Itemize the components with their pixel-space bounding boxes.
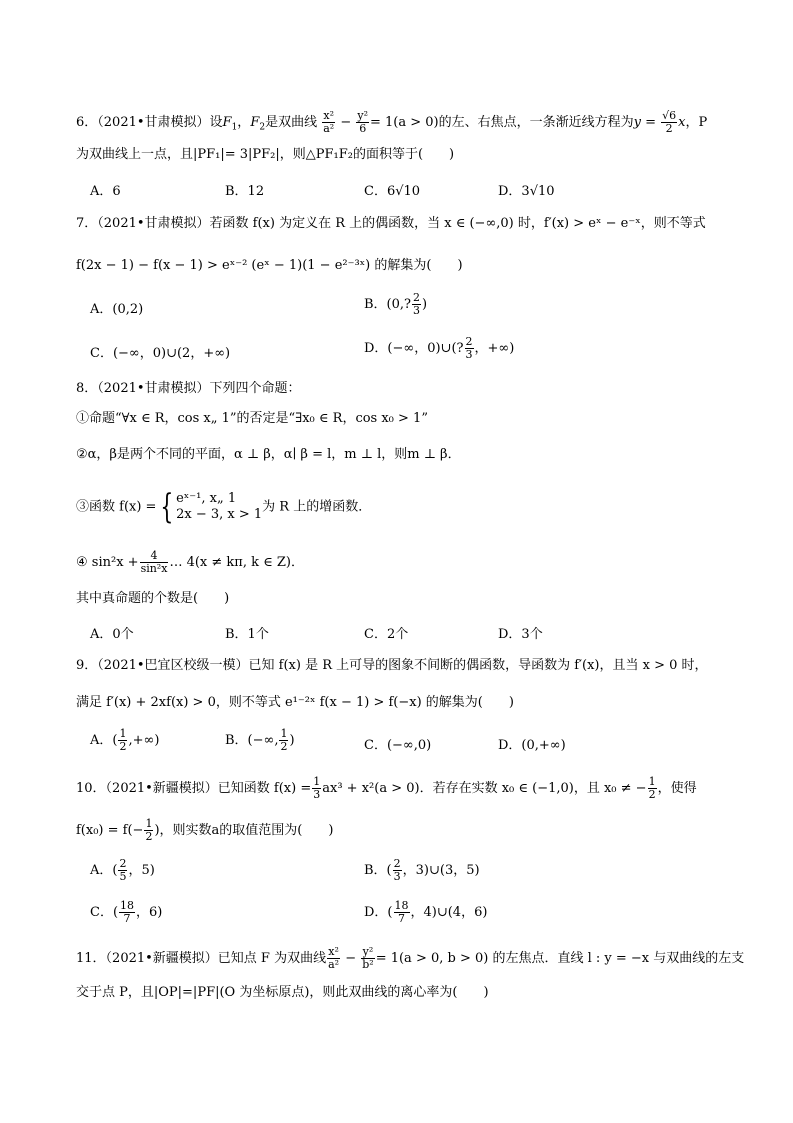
q11-stem-line2: 交于点 P，且|OP|=|PF|(O 为坐标原点)，则此双曲线的离心率为( ) [76, 985, 489, 1000]
q6-option-b: B．12 [225, 184, 265, 199]
q8-question: 其中真命题的个数是( ) [76, 591, 230, 606]
q10-option-c: C．( $\frac{18}{7}$ ，6) [90, 899, 163, 925]
q6-minus: − [336, 115, 356, 130]
q6-f2-text: 是双曲线 [265, 115, 318, 130]
q6-stem-line1: 6．（2021•甘肃模拟）设$F_1$，$F_2$是双曲线 $\frac{\text{x²}}{\text{a²}}$ − $\frac{\text{y²}}{6}$ = 1(a > 0)的左、右焦点，一条渐近线方程为y = $\frac{√6}{2}$ x，P [76, 109, 708, 135]
q6-frac2: $\frac{\text{y²}}{6}$ [357, 109, 368, 135]
q8-item3: ③函数 f(x) = { eˣ⁻¹, x„ 1 2x − 3, x > 1 为 R 上的增函数． [76, 487, 372, 527]
q7-option-b: B．(0,? $\frac{2}{3}$ ) [364, 291, 428, 317]
q6-prefix: 6．（2021•甘肃模拟）设 [76, 115, 223, 130]
q6-option-d: D．3√10 [498, 184, 555, 199]
q6-stem-end: ，P [685, 115, 708, 130]
q6-sep: ， [237, 115, 251, 130]
q8-item2: ②α，β是两个不同的平面，α ⊥ β，α∣ β = l，m ⊥ l，则m ⊥ β． [76, 447, 461, 462]
q6-option-a: A．6 [90, 184, 121, 199]
q10-stem-line1: 10．（2021•新疆模拟）已知函数 f(x) = $\frac{1}{3}$ ax³ + x²(a > 0)．若存在实数 x₀ ∈ (−1,0)，且 x₀ ≠ − $\frac{1}{2}$ ，使得 [76, 775, 697, 801]
q8-item4: ④ sin²x + $\frac{4}{\text{sin²x}}$ … 4(x ≠ kπ, k ∈ Z)． [76, 549, 304, 575]
q9-stem-line1: 9．（2021•巴宜区校级一模）已知 f(x) 是 R 上可导的图象不间断的偶函数，导函数为 f′(x)，且当 x > 0 时， [76, 658, 708, 673]
q7-option-d: D．(−∞，0)∪(? $\frac{2}{3}$ ，+∞) [364, 335, 515, 361]
q6-stem-line2: 为双曲线上一点，且|PF₁|= 3|PF₂|，则△PF₁F₂的面积等于( ) [76, 147, 455, 162]
q7-option-c: C．(−∞，0)∪(2，+∞) [90, 346, 231, 361]
q8-option-d: D．3个 [498, 627, 543, 642]
q6-frac3: $\frac{√6}{2}$ [662, 109, 677, 135]
q9-option-d: D．(0,+∞) [498, 738, 566, 753]
q10-stem-line2: f(x₀) = f(− $\frac{1}{2}$ )，则实数a的取值范围为( ) [76, 817, 334, 843]
q9-option-b: B．(−∞, $\frac{1}{2}$ ) [225, 727, 295, 753]
q9-option-a: A．( $\frac{1}{2}$ ,+∞) [90, 727, 160, 753]
q8-item1: ①命题“∀x ∈ R，cos x„ 1”的否定是“∃x₀ ∈ R，cos x₀ > 1” [76, 411, 428, 426]
q8-stem: 8．（2021•甘肃模拟）下列四个命题： [76, 381, 301, 396]
q7-stem-line2: f(2x − 1) − f(x − 1) > eˣ⁻² (eˣ − 1)(1 − e²⁻³ˣ) 的解集为( ) [76, 258, 463, 273]
q9-option-c: C．(−∞,0) [364, 738, 432, 753]
q8-option-c: C．2个 [364, 627, 409, 642]
q6-frac1: $\frac{\text{x²}}{\text{a²}}$ [323, 109, 335, 135]
q11-stem-line1: 11．（2021•新疆模拟）已知点 F 为双曲线 $\frac{\text{x²}}{\text{a²}}$ − $\frac{\text{y²}}{\text{b²}}$ = 1(a > 0, b > 0) 的左焦点．直线 l : y = −x 与双曲线的左支 [76, 945, 745, 971]
q6-eq-cond: = 1(a > 0) [370, 115, 439, 130]
q9-stem-line2: 满足 f′(x) + 2xf(x) > 0，则不等式 e¹⁻²ˣ f(x − 1) > f(−x) 的解集为( ) [76, 695, 514, 710]
q10-option-b: B．( $\frac{2}{3}$ ，3)∪(3，5) [364, 857, 480, 883]
q6-option-c: C．6√10 [364, 184, 421, 199]
q6-asym: y = [633, 115, 657, 130]
q7-stem-line1: 7．（2021•甘肃模拟）若函数 f(x) 为定义在 R 上的偶函数，当 x ∈ (−∞,0) 时，f′(x) > eˣ − e⁻ˣ，则不等式 [76, 216, 706, 231]
q6-asym-x: x [678, 115, 686, 130]
q7-option-a: A．(0,2) [90, 302, 144, 317]
q10-option-d: D．( $\frac{18}{7}$ ，4)∪(4，6) [364, 899, 488, 925]
q8-option-a: A．0个 [90, 627, 134, 642]
q6-stem-mid: 的左、右焦点，一条渐近线方程为 [438, 115, 634, 130]
q10-option-a: A．( $\frac{2}{5}$ ，5) [90, 857, 155, 883]
q8-option-b: B．1个 [225, 627, 269, 642]
